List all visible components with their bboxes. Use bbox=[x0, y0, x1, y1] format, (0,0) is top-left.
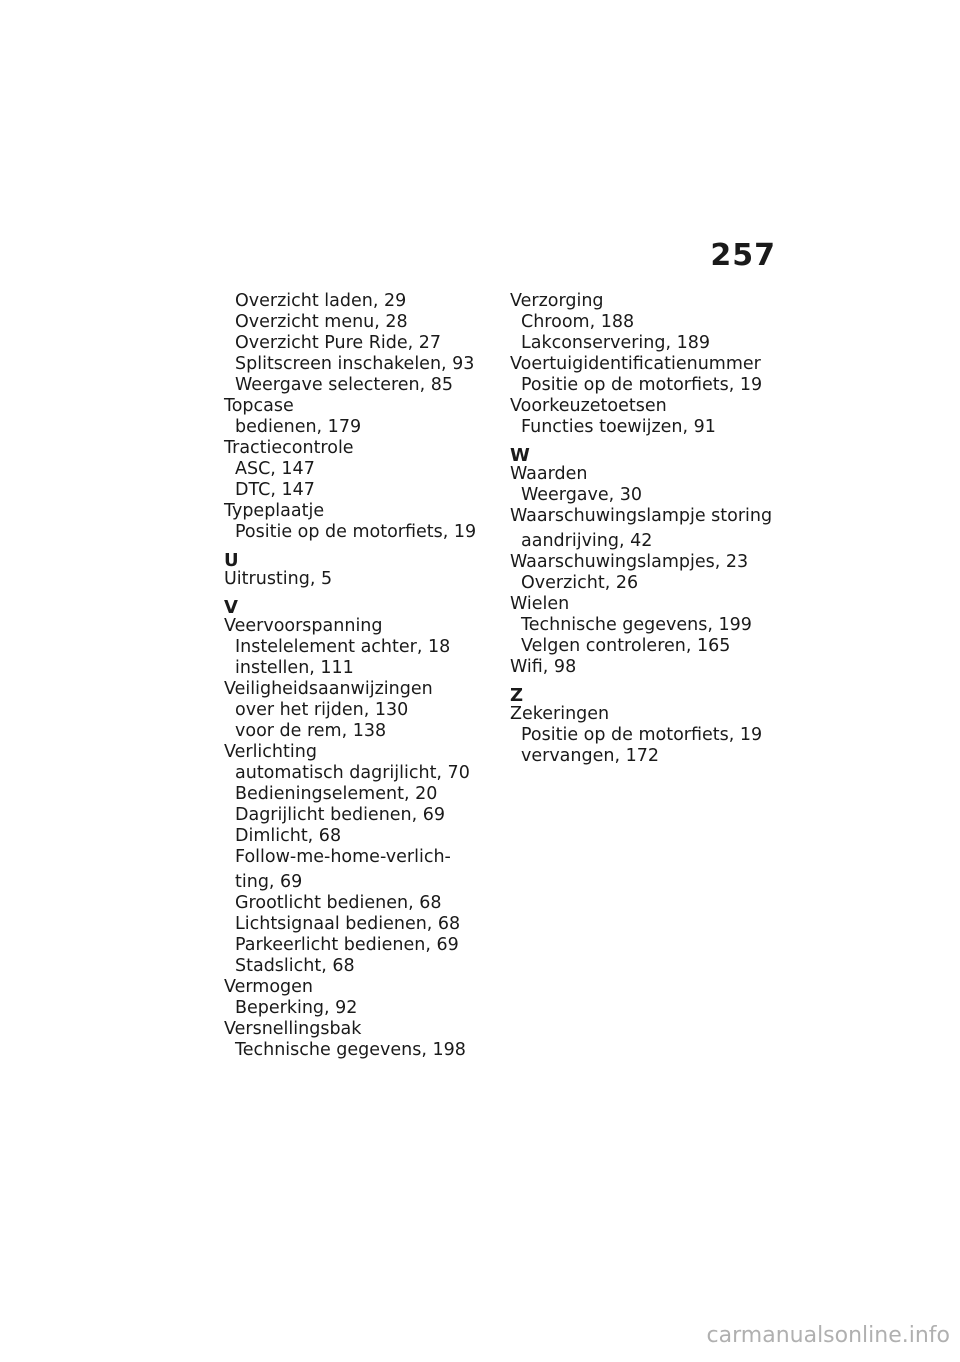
index-entry: Voorkeuzetoetsen bbox=[510, 396, 667, 416]
index-subentry: Velgen controleren, 165 bbox=[521, 636, 731, 656]
index-subentry: bedienen, 179 bbox=[235, 417, 362, 437]
index-entry: Waarschuwingslampje storing bbox=[510, 506, 773, 526]
index-entry: Voertuigidentificatienummer bbox=[510, 354, 761, 374]
index-section-letter: W bbox=[510, 445, 530, 466]
index-subentry: Stadslicht, 68 bbox=[235, 956, 355, 976]
index-column-right bbox=[510, 291, 780, 767]
index-subentry: Parkeerlicht bedienen, 69 bbox=[235, 935, 459, 955]
index-column-left bbox=[224, 291, 494, 1061]
index-subentry: Functies toewijzen, 91 bbox=[521, 417, 716, 437]
index-entry: Waarden bbox=[510, 464, 588, 484]
index-subentry: Positie op de motorfiets, 19 bbox=[521, 375, 763, 395]
index-subentry: over het rijden, 130 bbox=[235, 700, 409, 720]
index-entry: Typeplaatje bbox=[224, 501, 325, 521]
index-entry: Veervoorspanning bbox=[224, 616, 383, 636]
index-subentry: Grootlicht bedienen, 68 bbox=[235, 893, 442, 913]
index-subentry: Follow-me-home-verlich- bbox=[235, 847, 451, 867]
index-subentry: ASC, 147 bbox=[235, 459, 315, 479]
index-entry: Verlichting bbox=[224, 742, 317, 762]
index-entry: Uitrusting, 5 bbox=[224, 569, 333, 589]
index-subentry: Lichtsignaal bedienen, 68 bbox=[235, 914, 461, 934]
index-subentry: DTC, 147 bbox=[235, 480, 315, 500]
index-entry: Tractiecontrole bbox=[224, 438, 354, 458]
index-entry: Verzorging bbox=[510, 291, 604, 311]
index-subentry: Weergave, 30 bbox=[521, 485, 643, 505]
index-subentry: Lakconservering, 189 bbox=[521, 333, 711, 353]
index-subentry: vervangen, 172 bbox=[521, 746, 659, 766]
index-subentry: instellen, 111 bbox=[235, 658, 354, 678]
page-number: 257 bbox=[710, 238, 776, 273]
index-subentry: aandrijving, 42 bbox=[521, 531, 653, 551]
index-subentry: ting, 69 bbox=[235, 872, 303, 892]
index-entry: Waarschuwingslampjes, 23 bbox=[510, 552, 749, 572]
watermark: carmanualsonline.info bbox=[706, 1323, 950, 1348]
index-entry: Topcase bbox=[224, 396, 294, 416]
index-subentry: automatisch dagrijlicht, 70 bbox=[235, 763, 470, 783]
index-entry: Zekeringen bbox=[510, 704, 610, 724]
index-subentry: Technische gegevens, 198 bbox=[235, 1040, 466, 1060]
index-subentry: Dimlicht, 68 bbox=[235, 826, 342, 846]
index-subentry: Splitscreen inschakelen, 93 bbox=[235, 354, 475, 374]
index-entry: Wifi, 98 bbox=[510, 657, 577, 677]
index-subentry: Technische gegevens, 199 bbox=[521, 615, 752, 635]
index-subentry: Chroom, 188 bbox=[521, 312, 635, 332]
index-subentry: Dagrijlicht bedienen, 69 bbox=[235, 805, 446, 825]
index-subentry: Overzicht, 26 bbox=[521, 573, 639, 593]
index-subentry: Overzicht menu, 28 bbox=[235, 312, 408, 332]
index-entry: Wielen bbox=[510, 594, 570, 614]
index-entry: Versnellingsbak bbox=[224, 1019, 362, 1039]
index-subentry: Positie op de motorfiets, 19 bbox=[521, 725, 763, 745]
index-section-letter: V bbox=[224, 597, 238, 618]
index-section-letter: U bbox=[224, 550, 239, 571]
index-section-letter: Z bbox=[510, 685, 524, 706]
index-subentry: Positie op de motorfiets, 19 bbox=[235, 522, 477, 542]
index-subentry: voor de rem, 138 bbox=[235, 721, 387, 741]
index-subentry: Weergave selecteren, 85 bbox=[235, 375, 454, 395]
index-subentry: Instelelement achter, 18 bbox=[235, 637, 451, 657]
index-subentry: Bedieningselement, 20 bbox=[235, 784, 438, 804]
index-subentry: Beperking, 92 bbox=[235, 998, 358, 1018]
index-entry: Vermogen bbox=[224, 977, 313, 997]
index-subentry: Overzicht Pure Ride, 27 bbox=[235, 333, 442, 353]
index-entry: Veiligheidsaanwijzingen bbox=[224, 679, 433, 699]
index-subentry: Overzicht laden, 29 bbox=[235, 291, 407, 311]
